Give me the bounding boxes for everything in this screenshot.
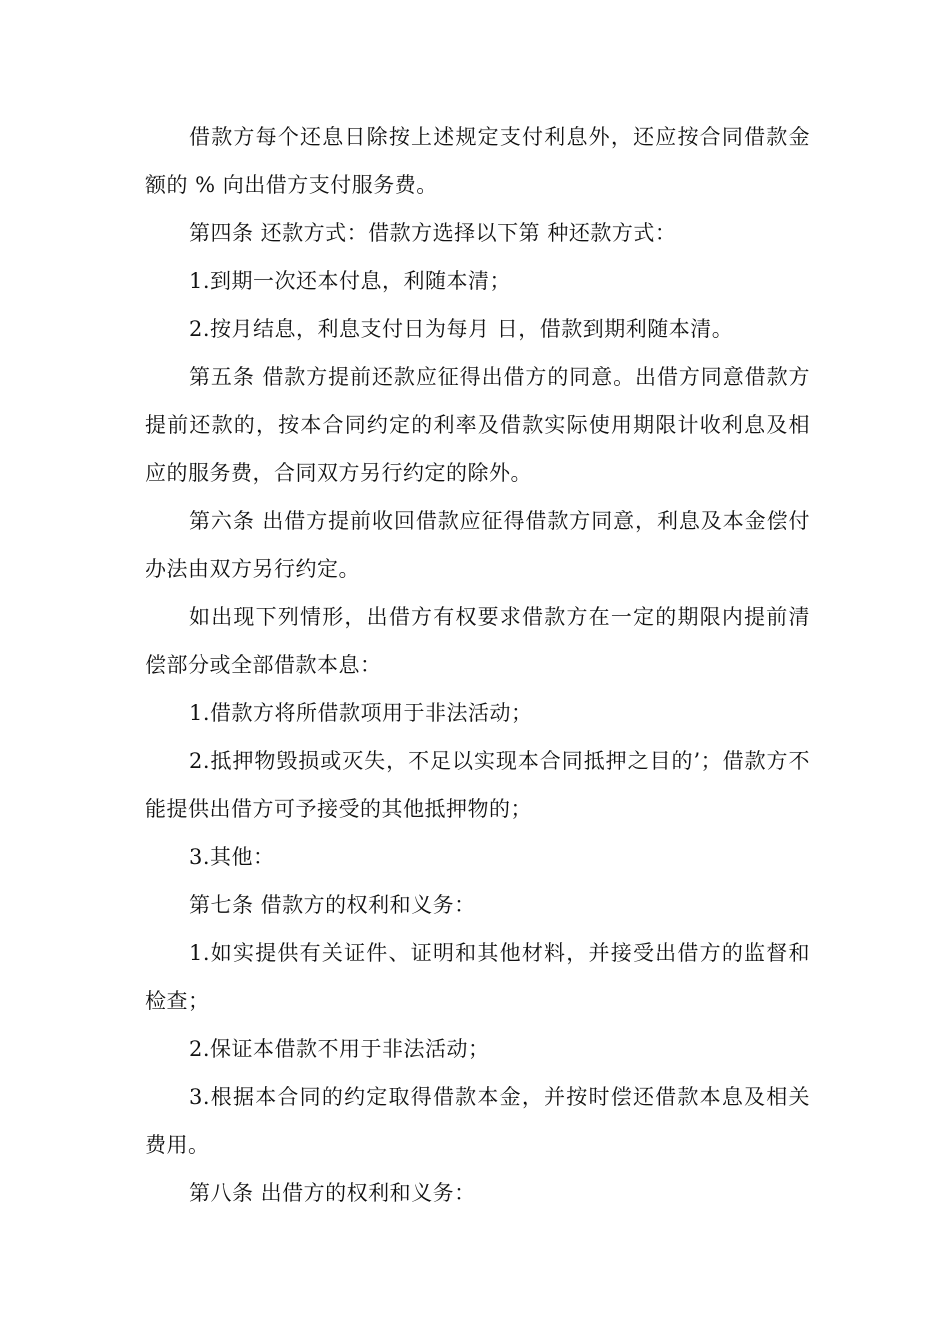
paragraph-borrower-duty-3: 3.根据本合同的约定取得借款本金，并按时偿还借款本息及相关费用。 <box>145 1085 810 1157</box>
document-page <box>145 113 810 1217</box>
paragraph-article-8: 第八条 出借方的权利和义务： <box>189 1181 476 1205</box>
paragraph-early-repayment-conditions: 如出现下列情形，出借方有权要求借款方在一定的期限内提前清偿部分或全部借款本息： <box>145 605 810 677</box>
paragraph-article-6: 第六条 出借方提前收回借款应征得借款方同意，利息及本金偿付办法由双方另行约定。 <box>145 509 810 581</box>
paragraph-repayment-option-2: 2.按月结息，利息支付日为每月 日，借款到期利随本清。 <box>189 317 734 341</box>
paragraph-article-7: 第七条 借款方的权利和义务： <box>189 893 476 917</box>
paragraph-condition-3: 3.其他： <box>189 845 275 869</box>
paragraph-condition-1: 1.借款方将所借款项用于非法活动； <box>189 701 533 725</box>
paragraph-article-5: 第五条 借款方提前还款应征得出借方的同意。出借方同意借款方提前还款的，按本合同约定的利率及借款实际使用期限计收利息及相应的服务费，合同双方另行约定的除外。 <box>145 365 810 485</box>
paragraph-service-fee: 借款方每个还息日除按上述规定支付利息外，还应按合同借款金额的 % 向出借方支付服务费。 <box>145 125 810 197</box>
paragraph-borrower-duty-2: 2.保证本借款不用于非法活动； <box>189 1037 490 1061</box>
paragraph-repayment-option-1: 1.到期一次还本付息，利随本清； <box>189 269 512 293</box>
paragraph-borrower-duty-1: 1.如实提供有关证件、证明和其他材料，并接受出借方的监督和检查； <box>145 941 810 1013</box>
paragraph-condition-2: 2.抵押物毁损或灭失，不足以实现本合同抵押之目的’；借款方不能提供出借方可予接受的其他抵押物的； <box>145 749 810 821</box>
paragraph-article-4: 第四条 还款方式：借款方选择以下第 种还款方式： <box>189 221 677 245</box>
